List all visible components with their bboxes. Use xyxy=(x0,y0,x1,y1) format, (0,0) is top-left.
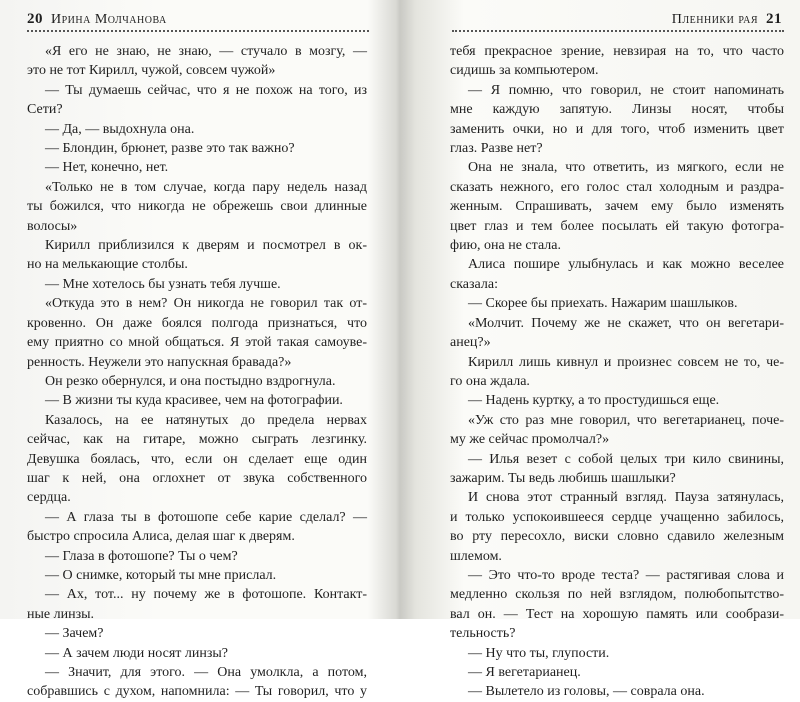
text-line: заменить очки, но и для того, чтоб изменить цвет xyxy=(450,121,784,137)
text-line: Алиса пошире улыбнулась и как можно веселее xyxy=(468,257,784,273)
right-page-number: 21 xyxy=(766,11,782,27)
text-line: сказала: xyxy=(450,276,498,292)
text-line: — Мне хотелось бы узнать тебя лучше. xyxy=(45,276,281,292)
text-line: ему приятно со мной общаться. Я этой такая самоуве- xyxy=(27,335,367,351)
text-line: женным. Спрашивать, зачем ему было изменять xyxy=(450,199,784,215)
text-line: го она ждала. xyxy=(450,373,530,389)
text-line: ты божился, что никогда не обрежешь свои длинные xyxy=(27,199,367,215)
left-page-text xyxy=(27,42,367,702)
text-line: — Ах, тот... ну почему же в фотошопе. Контакт- xyxy=(45,587,367,603)
text-line: тельность? xyxy=(450,626,516,642)
text-line: сказать нежного, его голос стал холодным и раздра- xyxy=(450,179,784,195)
text-line: — О снимке, который ты мне прислал. xyxy=(45,567,277,583)
text-line: медленно скользя по ней взглядом, полюбопытство- xyxy=(450,587,784,603)
left-header-rule xyxy=(27,30,369,32)
left-page-header xyxy=(27,6,367,28)
text-line: — Вылетело из головы, — соврала она. xyxy=(468,684,705,700)
text-line: — Да, — выдохнула она. xyxy=(45,121,195,137)
right-running-title: Пленники рая xyxy=(671,12,758,27)
text-line: фию, она не стала. xyxy=(450,238,561,254)
text-line: быстро спросила Алиса, делая шаг к дверям. xyxy=(27,529,295,545)
text-line: ренность. Неужели это напускная бравада?» xyxy=(27,354,292,370)
right-page-header xyxy=(452,6,782,28)
text-line: «Откуда это в нем? Он никогда не говорил так от- xyxy=(45,296,367,312)
text-line: — Скорее бы приехать. Нажарим шашлыков. xyxy=(468,296,738,312)
text-line: вал он. — Тест на хорошую память или сообрази- xyxy=(450,606,784,622)
text-line: во рту пересохло, виски словно сдавило железным xyxy=(450,529,784,545)
text-line: — Ну что ты, глупости. xyxy=(468,645,610,661)
text-line: Сети? xyxy=(27,102,63,118)
left-page-number: 20 xyxy=(27,11,43,27)
text-line: Кирилл лишь кивнул и произнес совсем не то, че- xyxy=(468,354,784,370)
text-line: — Это что-то вроде теста? — растягивая слова и xyxy=(468,567,784,583)
text-line: шлемом. xyxy=(450,548,502,564)
text-line: «Уж сто раз мне говорил, что вегетарианец, поче- xyxy=(468,412,784,428)
text-line: шаг к ней, она оглохнет от звука собственного xyxy=(27,470,367,486)
text-line: — Глаза в фотошопе? Ты о чем? xyxy=(45,548,238,564)
text-line: ные линзы. xyxy=(27,606,95,622)
text-line: сейчас, как на гитаре, можно сыграть лезгинку. xyxy=(27,432,367,448)
text-line: Она не знала, что ответить, из мягкого, если не xyxy=(468,160,784,176)
text-line: зажарим. Ты ведь любишь шашлыки? xyxy=(450,470,676,486)
text-line: — Значит, для этого. — Она умолкла, а потом, xyxy=(45,665,367,680)
right-page xyxy=(402,0,800,700)
text-line: но на мелькающие столбы. xyxy=(27,257,188,273)
text-line: — Ты думаешь сейчас, что я не похож на того, из xyxy=(45,82,367,98)
left-running-title: Ирина Молчанова xyxy=(51,12,167,27)
text-line: — В жизни ты куда красивее, чем на фотографии. xyxy=(45,393,343,409)
text-line: му же сейчас промолчал?» xyxy=(450,432,610,448)
text-line: — А глаза ты в фотошопе себе карие сделал? — xyxy=(45,509,367,525)
text-line: «Только не в том случае, когда пару недель назад xyxy=(45,179,367,195)
text-line: «Молчит. Почему же не скажет, что он вегетари- xyxy=(468,315,784,331)
text-line: — Нет, конечно, нет. xyxy=(45,160,169,176)
text-line: «Я его не знаю, не знаю, — стучало в мозгу, — xyxy=(45,44,367,59)
text-line: и только успокоившееся сердце учащенно забилось, xyxy=(450,509,784,525)
text-line: Он резко обернулся, и она постыдно вздрогнула. xyxy=(45,373,336,389)
text-line: это не тот Кирилл, чужой, совсем чужой» xyxy=(27,63,276,79)
text-line: — Илья везет с собой целых три кило свинины, xyxy=(468,451,784,467)
text-line: — А зачем люди носят линзы? xyxy=(45,645,228,661)
right-header-rule xyxy=(452,30,784,32)
text-line: цвет глаз и тем более посылать ей такую фотогра- xyxy=(450,218,784,234)
left-page xyxy=(0,0,400,700)
text-line: анец?» xyxy=(450,335,491,351)
text-line: тебя прекрасное зрение, невзирая на то, что часто xyxy=(450,44,784,59)
text-line: — Я помню, что говорил, не стоит напоминать xyxy=(468,82,784,98)
text-line: — Я вегетарианец. xyxy=(468,665,581,680)
text-line: И снова этот странный взгляд. Пауза затянулась, xyxy=(468,490,784,506)
text-line: Девушка боялась, что, если он сделает еще один xyxy=(27,451,367,467)
text-line: сидишь за компьютером. xyxy=(450,63,599,79)
text-line: собравшись с духом, напомнила: — Ты говорил, что у xyxy=(27,684,367,700)
text-line: волосы» xyxy=(27,218,78,234)
right-page-text xyxy=(450,42,784,702)
text-line: Кирилл приблизился к дверям и посмотрел в ок- xyxy=(45,238,367,254)
text-line: Казалось, на ее натянутых до предела нервах xyxy=(45,412,367,428)
text-line: — Зачем? xyxy=(45,626,104,642)
text-line: глаз. Разве нет? xyxy=(450,141,543,157)
text-line: — Блондин, брюнет, разве это так важно? xyxy=(45,141,295,157)
text-line: кровенно. Он даже боялся полгода признаться, что xyxy=(27,315,367,331)
text-line: — Надень куртку, а то простудишься еще. xyxy=(468,393,720,409)
text-line: сердца. xyxy=(27,490,71,506)
text-line: мне каждую запятую. Линзы носят, чтобы xyxy=(450,102,784,118)
